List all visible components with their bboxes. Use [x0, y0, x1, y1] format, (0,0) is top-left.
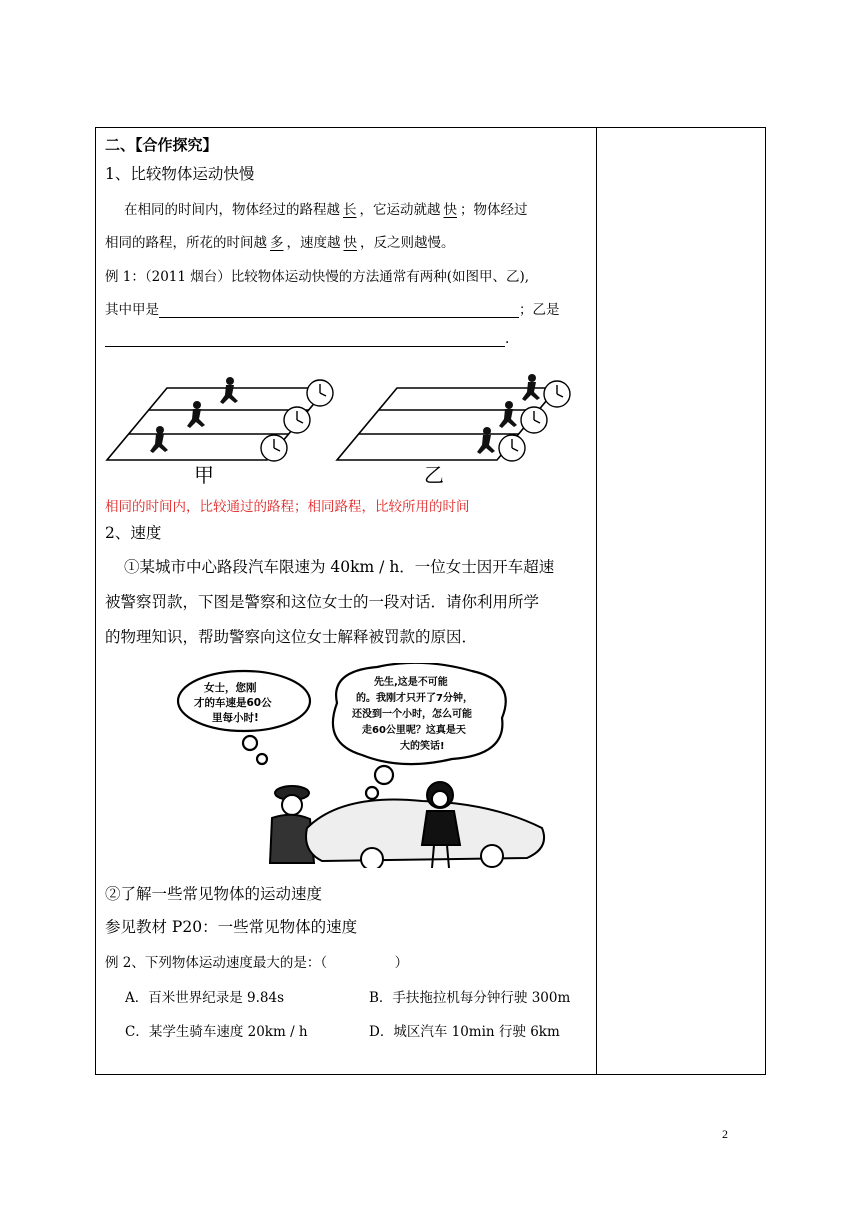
- option-b: B．手扶拖拉机每分钟行驶 300m: [369, 990, 571, 1006]
- reference-line: 参见教材 P20：一些常见物体的速度: [105, 918, 358, 936]
- question2-line2: 被警察罚款，下图是警察和这位女士的一段对话．请你利用所学: [105, 593, 540, 611]
- main-column: [96, 128, 596, 1074]
- police-cartoon: [172, 663, 552, 868]
- option-c: C．某学生骑车速度 20km / h: [125, 1024, 308, 1040]
- option-d: D．城区汽车 10min 行驶 6km: [369, 1024, 560, 1040]
- page-number: 2: [722, 1127, 728, 1141]
- clock-icon: [261, 380, 333, 461]
- bubble-right-text: 先生,这是不可能 的。我刚才只开了7分钟， 还没到一个小时，怎么可能 走60公里呢？这真是天 大的笑话!: [352, 677, 473, 752]
- example1-line3: .: [105, 331, 509, 347]
- race-track-figure: [102, 368, 572, 488]
- section-title: 二、【合作探究】: [105, 136, 218, 154]
- example1-line1: 例 1：（2011 烟台）比较物体运动快慢的方法通常有两种(如图甲、乙),: [105, 269, 530, 285]
- para1-line2: 相同的路程，所花的时间越 多 ，速度越 快 ，反之则越慢。: [105, 235, 455, 251]
- column-divider: [596, 128, 597, 1074]
- example2-question: 例 2、下列物体运动速度最大的是：（ ）: [105, 955, 409, 971]
- topic3-title: ②了解一些常见物体的运动速度: [105, 885, 323, 903]
- answer-blank: 快: [343, 235, 357, 251]
- para1-line1: 在相同的时间内，物体经过的路程越 长 ，它运动就越 快 ；物体经过: [124, 202, 528, 218]
- topic1-title: 1、比较物体运动快慢: [105, 165, 255, 183]
- answer-blank: 多: [270, 235, 284, 251]
- topic2-title: 2、速度: [105, 524, 162, 542]
- answer1: 相同的时间内，比较通过的路程；相同路程，比较所用的时间: [105, 499, 470, 515]
- answer-blank: 长: [343, 202, 357, 218]
- fill-blank: [159, 303, 519, 318]
- option-a: A．百米世界纪录是 9.84s: [125, 990, 285, 1006]
- police-officer-figure: [270, 786, 314, 863]
- figure-label-jia: 甲: [194, 463, 214, 487]
- fill-blank: [105, 332, 505, 347]
- answer-blank: 快: [443, 202, 457, 218]
- figure-label-yi: 乙: [424, 463, 444, 487]
- question2-line1: ①某城市中心路段汽车限速为 40km / h．一位女士因开车超速: [124, 558, 555, 576]
- worksheet-table: [95, 127, 766, 1075]
- bubble-left-text: 女士，您刚 才的车速是60公 里每小时!: [194, 682, 272, 724]
- question2-line3: 的物理知识，帮助警察向这位女士解释被罚款的原因．: [105, 628, 478, 646]
- example1-line2: 其中甲是 ；乙是: [105, 302, 560, 318]
